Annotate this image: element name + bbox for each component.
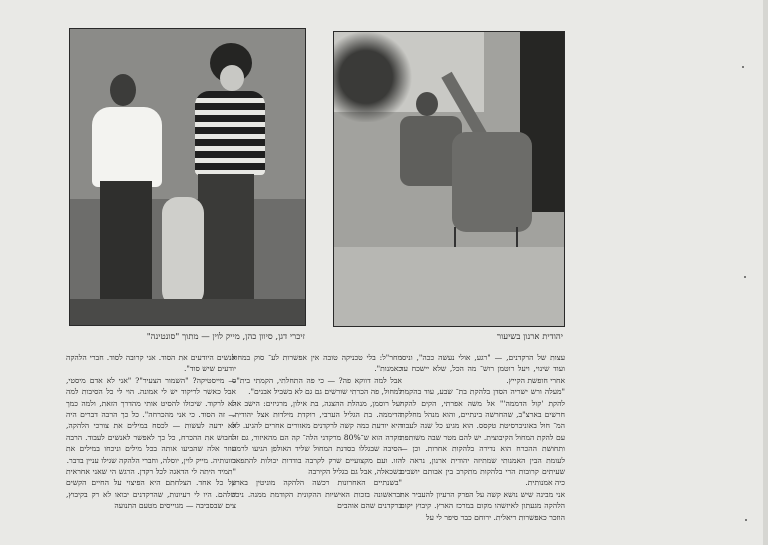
scan-speck — [742, 66, 744, 68]
paragraph: — מייסטיקה? "השמור הצעיר"? "אני לא אדם מיסטי, אבל כאשר לריקוד יש לי אמונה. הוי לי כל הסיבות למה לא לרקוד. שיכולו להסיט אותי מהדרך הזאת, ולמה כמך — זה הסוד. כי אני מהכרחה". כל כך הרבה דברים היה לא ידעה לעשות — לכסח במילים את צורכי הלהקה, לחבוש את ההכרח, כל כך לאפשר לאנשים לעבוד. הרבה עוזר אלה שהביעו אותה בכל מילים וניכחו במילים את כוונותיה. מייק לוין, יוסלה, וחברי הלהקה שגילו עניין בדבר. — [66, 375, 236, 465]
paragraph: אבל למה דווקא פה? — כי פה התחלתי, הקמתי בית"ס למחול, פה הכרתי שורשים גם גם לא בשביל אבנים". — [232, 375, 402, 397]
dancer-right-sweater — [195, 91, 265, 175]
dancer-right-legs — [198, 174, 254, 309]
floor-right — [334, 247, 564, 326]
paragraph: עצות של הרקדנים, — "רגע, אולי נעשה ככה", וניסו ועוד שינוי, ויעל רוטמן רוש־ מה הכל, שלא יישכח עד אחרי חופשת הקייץ. — [400, 353, 565, 385]
upside-down-dancer — [162, 197, 204, 307]
article-column-right — [400, 352, 565, 545]
photo-caption-right: יהודית ארנון בשיעור — [496, 332, 563, 342]
floor — [70, 299, 305, 325]
dancer-left-legs — [100, 181, 152, 299]
photo-caption-left: זיכרי דגן, סיוון כהן, מייק לוין — מתוך "סונטינה" — [146, 332, 305, 342]
article-column-left — [66, 352, 236, 545]
dancer-left-head — [110, 74, 136, 106]
dancer-right-face — [220, 65, 244, 91]
scan-speck — [745, 519, 747, 521]
paragraph: מחר"ל: בלי טכניקה טובה אין אפשרות לע־ סוק במחול כאמנות". — [232, 353, 402, 374]
article-column-middle — [232, 352, 402, 545]
dance-photo-left — [69, 28, 306, 326]
tree-silhouette — [334, 32, 414, 122]
paragraph: "מעלה ורש ישריה הסדן בלהקת בת־ שבע, עוד בהקמת להקת 'קול הדממה'" אל משה אפרתי, הקים להקה חרשים בארצ"ב, שהחרשה בינתיים, והוא מנהל מחלקת המ־ חול באוניברסיטת טקסס. הוא מגיע כל שנה לעבוד עם להקת המחול הקיבוצית. יש להם מטר שבה משותפת ותחושת ההכרח הוא נדירה בלהקות אחרות. וכן — לעומת הבין האמנותי שמתיזה יהודית ארנון, נראה לי שעיתים קרובות הרי בלהקות מתקרב בין אבותם יושבים כיה אמנותית. — [400, 387, 565, 488]
paragraph: "בשנתיים האחרונות רכשה הלהקה מוניטין בארץ ובראשונה בזכות האישיות ההקונית הקודמת ממנה. ניכר ברקדנים שהם אוהבים — [232, 478, 402, 511]
dancer-left-shirt — [92, 107, 162, 187]
teacher-body — [452, 132, 532, 232]
paragraph: יעל רוסמן, מנהלת ההצגה, בת אילון, מרגיזים: הישב את הדיממה. בת הגליל הערבי, רוקדת מילדות אצל יהודית. היא יודעת כמה קשה לרקדנים מאזורים אחרים להגיע. לא מקרה הוא ש־80% מרקדני הלה־ קה הם מהאיזור, גם זה הסיבה שבגללו בסדנת המחול שליד האולפן הגיעו לרמה הזו. ועם מקצועיים שרק לקרבה בודדות יכולות להתפאר בשכאלה, אבל גם בגליל הקירבה — [232, 398, 402, 477]
seated-person-head — [416, 92, 438, 116]
paragraph: אני מבינה שיש נושא קשה על הפרק הרעיון להעביר את הלהקה מגעתון לאיזשהו מקום במרכז הארץ. קיבוץ יקום הוזכר כאפשרות ריאלית. ירוחם כבר סיפר לי על — [400, 489, 565, 522]
dance-photo-right — [333, 31, 565, 327]
paragraph: אנשים היודעים את הסוד. אני קרובה לסוד. חברי הלהקה יודעים שיש סוד". — [66, 353, 236, 374]
page-edge — [763, 0, 768, 545]
scan-speck — [744, 276, 746, 278]
paragraph: "תמיד היתה לי הדאגה לכל רקדן. הרגש הי שאני אחראית על כל אחד. הצלחתם היא הפיצוי על החיים הקשים שלהם. היו לי רעיונות, שהרקדנים יבואו לא רק בקיבוץ, צים שבסביבה — מגוייסים מטעם התנועה — [66, 467, 236, 511]
